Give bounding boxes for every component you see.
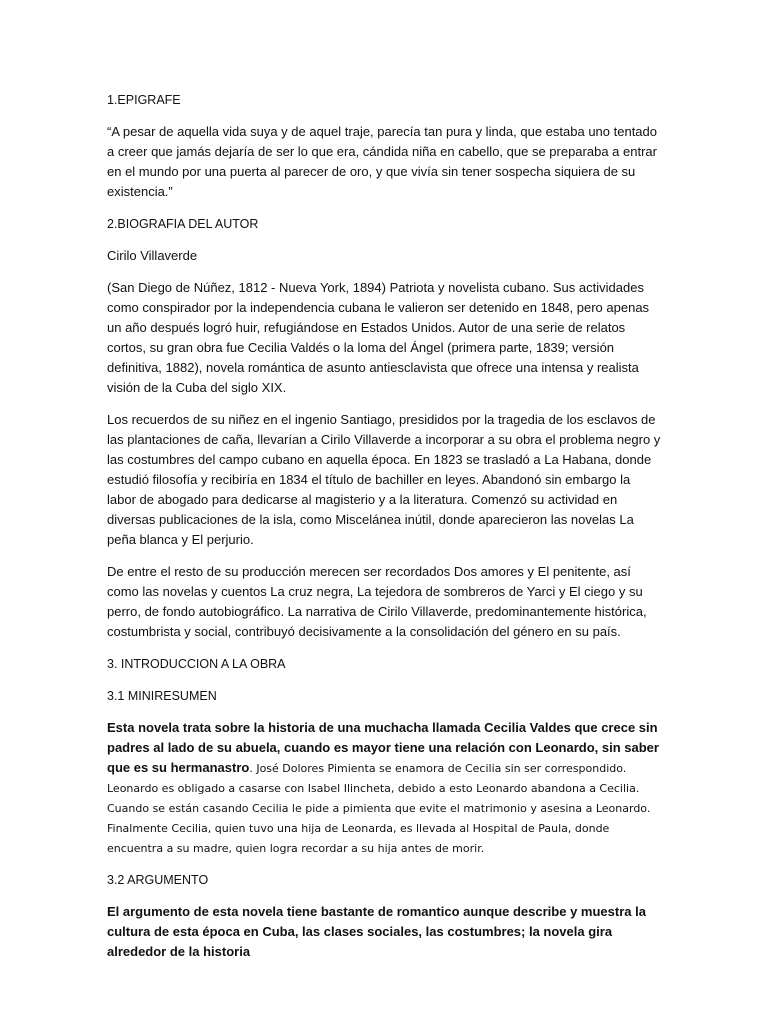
miniresumen-bold-text: Esta novela trata sobre la historia de una muchacha llamada Cecilia Valdes que crece sin padres al lado de su abuela, cuando es mayor tiene una relación con Leonardo, sin saber que es su hermanastro	[107, 720, 659, 775]
author-name: Cirilo Villaverde	[107, 248, 198, 263]
biography-paragraph-2: Los recuerdos de su niñez en el ingenio Santiago, presididos por la tragedia de los esclavos de las plantaciones de caña, llevarían a Cirilo Villaverde a incorporar a su obra el problema negro y las costumbres del campo cubano en aquella época. En 1823 se trasladó a La Habana, donde estudió filosofía y recibiría en 1834 el título de bachiller en leyes. Abandonó sin embargo la labor de abogado para dedicarse al magisterio y a la literatura. Comenzó su actividad en diversas publicaciones de la isla, como Miscelánea inútil, donde aparecieron las novelas La peña blanca y El perjurio.	[107, 412, 661, 547]
biography-paragraph-3: De entre el resto de su producción merecen ser recordados Dos amores y El penitente, así como las novelas y cuentos La cruz negra, La tejedora de sombreros de Yarci y El ciego y su perro, de fondo autobiográfico. La narrativa de Cirilo Villaverde, predominantemente histórica, costumbrista y social, contribuyó decisivamente a la consolidación del género en su país.	[107, 564, 647, 639]
heading-argumento: 3.2 ARGUMENTO	[107, 873, 209, 887]
miniresumen-plain-text: . José Dolores Pimienta se enamora de Cecilia sin ser correspondido. Leonardo es obligado a casarse con Isabel Ilincheta, debido a esto Leonardo abandona a Cecilia. Cuando se están casando Cecilia le pide a pimienta que evite el matrimonio y asesina a Leonardo. Finalmente Cecilia, quien tuvo una hija de Leonarda, es llevada al Hospital de Paula, donde encuentra a su madre, quien logra recordar a su hija antes de morir.	[107, 762, 651, 855]
document-page	[107, 90, 662, 974]
epigrafe-quote: “A pesar de aquella vida suya y de aquel traje, parecía tan pura y linda, que estaba uno tentado a creer que jamás dejaría de ser lo que era, cándida niña en cabello, que se preparaba a entrar en el mundo por una puerta al parecer de oro, y que vivía sin tener sospecha siquiera de su existencia.”	[107, 124, 657, 199]
biography-paragraph-1: (San Diego de Núñez, 1812 - Nueva York, 1894) Patriota y novelista cubano. Sus actividades como conspirador por la independencia cubana le valieron ser detenido en 1848, pero apenas un año después logró huir, refugiándose en Estados Unidos. Autor de una serie de relatos cortos, su gran obra fue Cecilia Valdés o la loma del Ángel (primera parte, 1839; versión definitiva, 1882), novela romántica de asunto antiesclavista que ofrece una intensa y realista visión de la Cuba del siglo XIX.	[107, 280, 650, 395]
heading-biografia: 2.BIOGRAFIA DEL AUTOR	[107, 217, 259, 231]
heading-epigrafe: 1.EPIGRAFE	[107, 93, 181, 107]
argumento-paragraph: El argumento de esta novela tiene bastante de romantico aunque describe y muestra la cultura de esta época en Cuba, las clases sociales, las costumbres; la novela gira alrededor de la historia	[107, 904, 646, 959]
heading-introduccion: 3. INTRODUCCION A LA OBRA	[107, 657, 286, 671]
heading-miniresumen: 3.1 MINIRESUMEN	[107, 689, 217, 703]
miniresumen-paragraph	[107, 718, 662, 858]
